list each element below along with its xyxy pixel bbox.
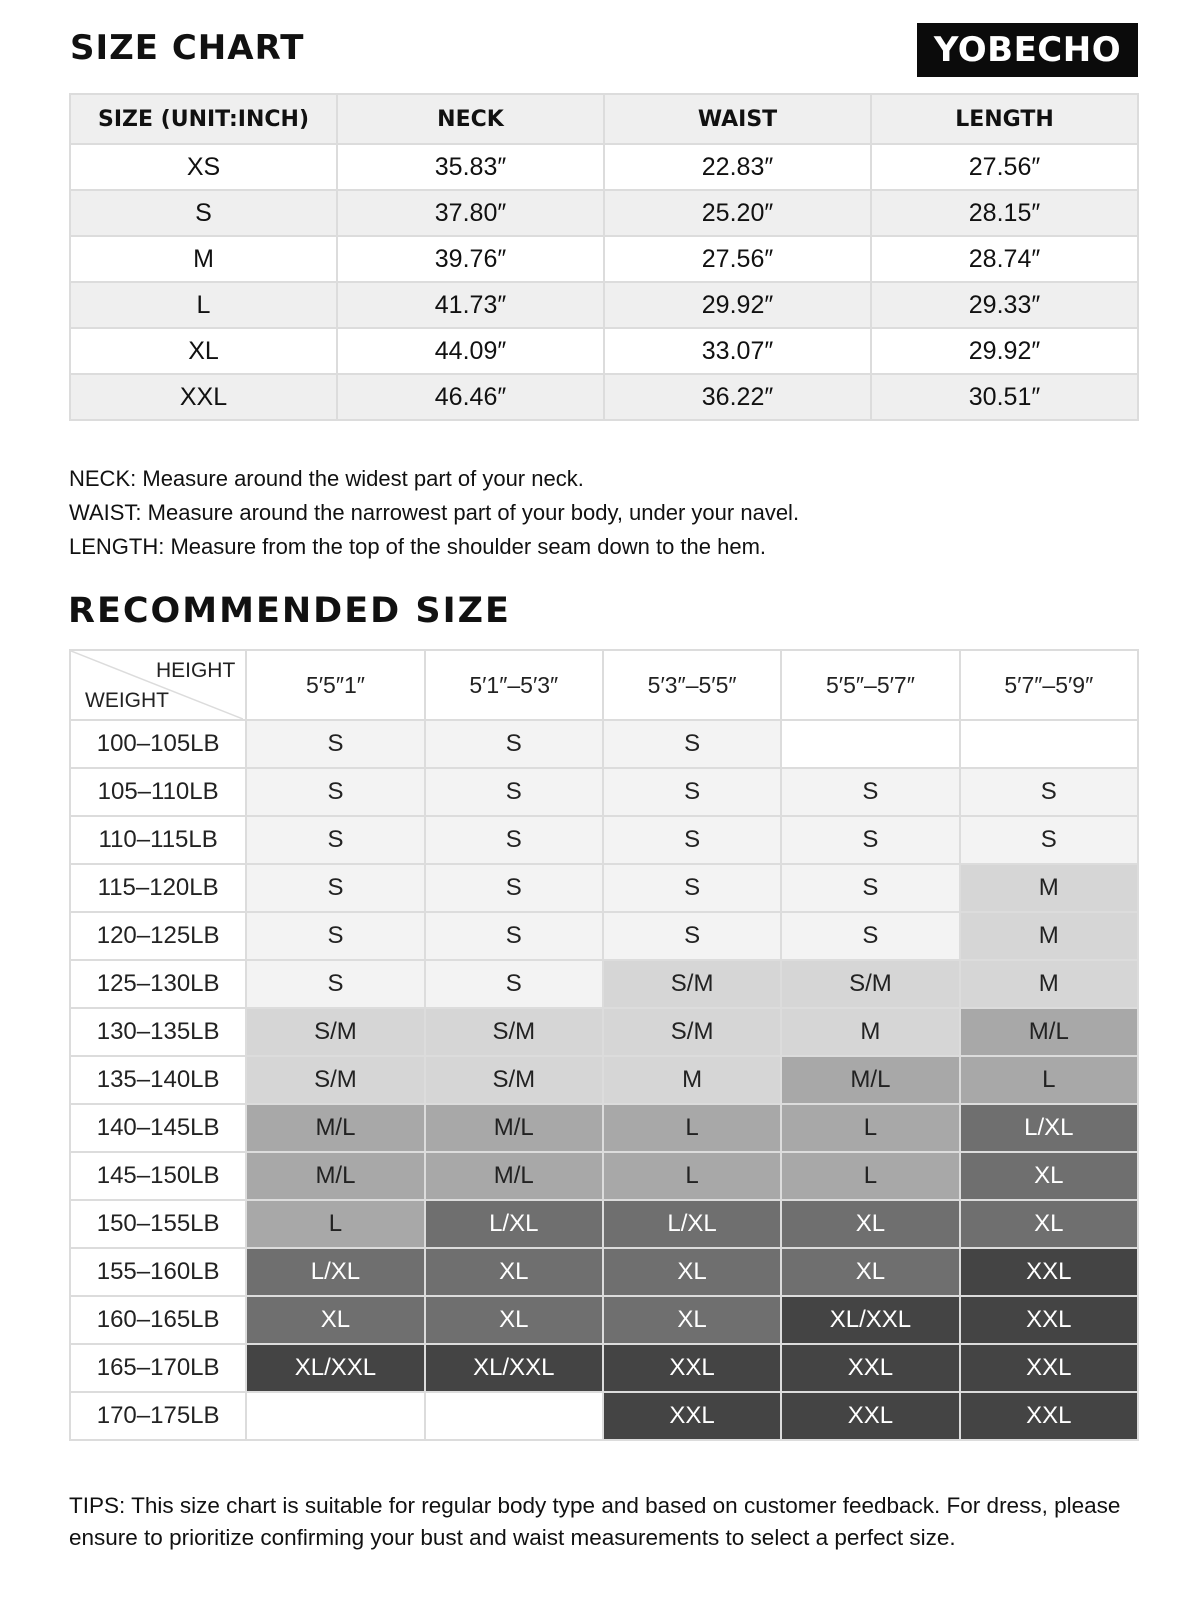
recommended-size-cell: XL	[781, 1248, 959, 1296]
recommended-size-cell: L	[603, 1104, 781, 1152]
size-label: XS	[70, 144, 337, 190]
recommended-size-cell: M/L	[246, 1152, 424, 1200]
height-header: 5′3″–5′5″	[603, 650, 781, 720]
height-header-row	[70, 650, 1138, 720]
measurement-cell: 27.56″	[871, 144, 1138, 190]
measurement-cell: 36.22″	[604, 374, 871, 420]
weight-range: 145–150LB	[70, 1152, 246, 1200]
recommended-size-cell: S	[246, 912, 424, 960]
size-row	[70, 374, 1138, 420]
recommended-size-cell: L	[960, 1056, 1138, 1104]
measurement-cell: 44.09″	[337, 328, 604, 374]
weight-row	[70, 1248, 1138, 1296]
weight-range: 155–160LB	[70, 1248, 246, 1296]
recommended-size-cell: S	[425, 768, 603, 816]
size-row	[70, 328, 1138, 374]
tips-text: This size chart is suitable for regular body type and based on customer feedback. For dress, please ensure to prioritize confirming your bust and waist measurements to select a perfect size.	[69, 1493, 1121, 1550]
note-neck	[69, 462, 799, 496]
note-label: NECK:	[69, 466, 137, 491]
weight-range: 100–105LB	[70, 720, 246, 768]
corner-cell	[70, 650, 246, 720]
measurement-cell: 28.74″	[871, 236, 1138, 282]
weight-row	[70, 1392, 1138, 1440]
recommended-size-cell: L/XL	[425, 1200, 603, 1248]
recommended-size-cell: XL	[960, 1200, 1138, 1248]
size-label: XL	[70, 328, 337, 374]
recommended-size-cell: XL	[603, 1248, 781, 1296]
recommended-size-cell: S	[246, 816, 424, 864]
weight-range: 165–170LB	[70, 1344, 246, 1392]
recommended-size-cell: M/L	[425, 1152, 603, 1200]
recommended-size-cell: S	[246, 960, 424, 1008]
weight-row	[70, 1152, 1138, 1200]
weight-row	[70, 1296, 1138, 1344]
recommended-size-cell: S/M	[603, 960, 781, 1008]
recommended-size-cell: S	[425, 912, 603, 960]
weight-range: 120–125LB	[70, 912, 246, 960]
recommended-size-cell: S	[960, 816, 1138, 864]
recommended-size-cell: S	[781, 768, 959, 816]
recommended-size-cell	[425, 1392, 603, 1440]
weight-range: 140–145LB	[70, 1104, 246, 1152]
column-header: SIZE (UNIT:INCH)	[70, 94, 337, 144]
height-header: 5′5″–5′7″	[781, 650, 959, 720]
recommended-size-cell: S	[246, 864, 424, 912]
weight-row	[70, 1008, 1138, 1056]
note-length	[69, 530, 799, 564]
recommended-size-cell: M	[960, 912, 1138, 960]
weight-label: WEIGHT	[85, 689, 169, 712]
recommended-size-cell: XL	[781, 1200, 959, 1248]
height-header: 5′5″1″	[246, 650, 424, 720]
weight-row	[70, 864, 1138, 912]
weight-range: 110–115LB	[70, 816, 246, 864]
size-label: S	[70, 190, 337, 236]
recommended-size-cell: S	[781, 912, 959, 960]
size-label: XXL	[70, 374, 337, 420]
recommended-size-cell: S	[246, 768, 424, 816]
measurement-cell: 41.73″	[337, 282, 604, 328]
tips-label: TIPS:	[69, 1493, 126, 1518]
recommended-size-cell: S	[603, 768, 781, 816]
recommended-size-cell: S	[603, 720, 781, 768]
recommended-size-cell: S	[603, 816, 781, 864]
column-header: LENGTH	[871, 94, 1138, 144]
recommended-size-title: RECOMMENDED SIZE	[68, 591, 511, 631]
recommended-size-cell: L	[781, 1104, 959, 1152]
recommended-size-cell	[246, 1392, 424, 1440]
recommended-size-cell: XL	[425, 1296, 603, 1344]
recommended-size-cell: XL/XXL	[246, 1344, 424, 1392]
measurement-cell: 22.83″	[604, 144, 871, 190]
measurement-cell: 29.92″	[871, 328, 1138, 374]
size-chart-table	[69, 93, 1139, 421]
recommended-size-cell: L/XL	[246, 1248, 424, 1296]
recommended-size-cell: XL/XXL	[781, 1296, 959, 1344]
measurement-cell: 30.51″	[871, 374, 1138, 420]
recommended-size-cell	[960, 720, 1138, 768]
recommended-size-cell: S	[425, 864, 603, 912]
measurement-cell: 29.33″	[871, 282, 1138, 328]
recommended-size-cell: S	[425, 816, 603, 864]
size-label: M	[70, 236, 337, 282]
measurement-notes	[69, 462, 799, 564]
weight-row	[70, 1056, 1138, 1104]
measurement-cell: 46.46″	[337, 374, 604, 420]
recommended-size-cell: M	[781, 1008, 959, 1056]
note-text: Measure around the narrowest part of your body, under your navel.	[141, 500, 800, 525]
recommended-size-cell: XL	[425, 1248, 603, 1296]
weight-range: 170–175LB	[70, 1392, 246, 1440]
measurement-cell: 29.92″	[604, 282, 871, 328]
measurement-cell: 28.15″	[871, 190, 1138, 236]
recommended-size-cell: S	[781, 864, 959, 912]
weight-range: 105–110LB	[70, 768, 246, 816]
recommended-size-cell: XXL	[960, 1296, 1138, 1344]
recommended-size-cell: M	[960, 960, 1138, 1008]
brand-logo: YOBECHO	[917, 23, 1138, 77]
size-label: L	[70, 282, 337, 328]
recommended-size-cell: XXL	[781, 1344, 959, 1392]
recommended-size-cell: S	[425, 720, 603, 768]
recommended-size-cell	[781, 720, 959, 768]
measurement-cell: 37.80″	[337, 190, 604, 236]
recommended-size-cell: L/XL	[960, 1104, 1138, 1152]
height-label: HEIGHT	[155, 659, 236, 682]
recommended-size-cell: S	[425, 960, 603, 1008]
weight-row	[70, 720, 1138, 768]
size-row	[70, 236, 1138, 282]
recommended-size-cell: S	[246, 720, 424, 768]
recommended-size-cell: S	[781, 816, 959, 864]
weight-row	[70, 768, 1138, 816]
note-text: Measure around the widest part of your neck.	[136, 466, 584, 491]
tips	[69, 1490, 1149, 1554]
measurement-cell: 33.07″	[604, 328, 871, 374]
recommended-size-cell: L	[781, 1152, 959, 1200]
size-row	[70, 282, 1138, 328]
recommended-size-cell: L/XL	[603, 1200, 781, 1248]
weight-range: 135–140LB	[70, 1056, 246, 1104]
recommended-size-cell: S	[960, 768, 1138, 816]
recommended-size-table	[69, 649, 1139, 1441]
recommended-size-cell: XXL	[960, 1392, 1138, 1440]
recommended-size-cell: S/M	[425, 1056, 603, 1104]
recommended-size-cell: S	[603, 864, 781, 912]
recommended-size-cell: XXL	[960, 1248, 1138, 1296]
recommended-size-cell: XXL	[603, 1344, 781, 1392]
recommended-size-cell: S/M	[781, 960, 959, 1008]
column-header: WAIST	[604, 94, 871, 144]
weight-row	[70, 960, 1138, 1008]
weight-range: 130–135LB	[70, 1008, 246, 1056]
recommended-size-cell: L	[246, 1200, 424, 1248]
recommended-size-cell: L	[603, 1152, 781, 1200]
measurement-cell: 39.76″	[337, 236, 604, 282]
weight-range: 160–165LB	[70, 1296, 246, 1344]
weight-range: 150–155LB	[70, 1200, 246, 1248]
weight-row	[70, 1104, 1138, 1152]
recommended-size-cell: M	[960, 864, 1138, 912]
recommended-size-cell: S/M	[246, 1008, 424, 1056]
recommended-size-cell: M/L	[425, 1104, 603, 1152]
measurement-cell: 35.83″	[337, 144, 604, 190]
recommended-size-cell: XL	[246, 1296, 424, 1344]
measurement-cell: 27.56″	[604, 236, 871, 282]
recommended-size-cell: XXL	[781, 1392, 959, 1440]
height-header: 5′1″–5′3″	[425, 650, 603, 720]
weight-range: 125–130LB	[70, 960, 246, 1008]
recommended-size-cell: XL	[960, 1152, 1138, 1200]
recommended-size-cell: XL	[603, 1296, 781, 1344]
column-header: NECK	[337, 94, 604, 144]
size-row	[70, 190, 1138, 236]
weight-row	[70, 816, 1138, 864]
recommended-size-cell: S/M	[425, 1008, 603, 1056]
recommended-size-cell: XL/XXL	[425, 1344, 603, 1392]
note-text: Measure from the top of the shoulder seam down to the hem.	[164, 534, 767, 559]
size-chart-header-row	[70, 94, 1138, 144]
measurement-cell: 25.20″	[604, 190, 871, 236]
weight-range: 115–120LB	[70, 864, 246, 912]
recommended-size-cell: M	[603, 1056, 781, 1104]
recommended-size-cell: S/M	[246, 1056, 424, 1104]
note-waist	[69, 496, 799, 530]
recommended-size-cell: XXL	[603, 1392, 781, 1440]
size-row	[70, 144, 1138, 190]
height-header: 5′7″–5′9″	[960, 650, 1138, 720]
weight-row	[70, 1200, 1138, 1248]
weight-row	[70, 912, 1138, 960]
page-title: SIZE CHART	[70, 28, 305, 68]
weight-row	[70, 1344, 1138, 1392]
note-label: LENGTH:	[69, 534, 165, 559]
recommended-size-cell: S/M	[603, 1008, 781, 1056]
recommended-size-cell: S	[603, 912, 781, 960]
recommended-size-cell: M/L	[781, 1056, 959, 1104]
recommended-size-cell: M/L	[960, 1008, 1138, 1056]
recommended-size-cell: M/L	[246, 1104, 424, 1152]
note-label: WAIST:	[69, 500, 142, 525]
recommended-size-cell: XXL	[960, 1344, 1138, 1392]
